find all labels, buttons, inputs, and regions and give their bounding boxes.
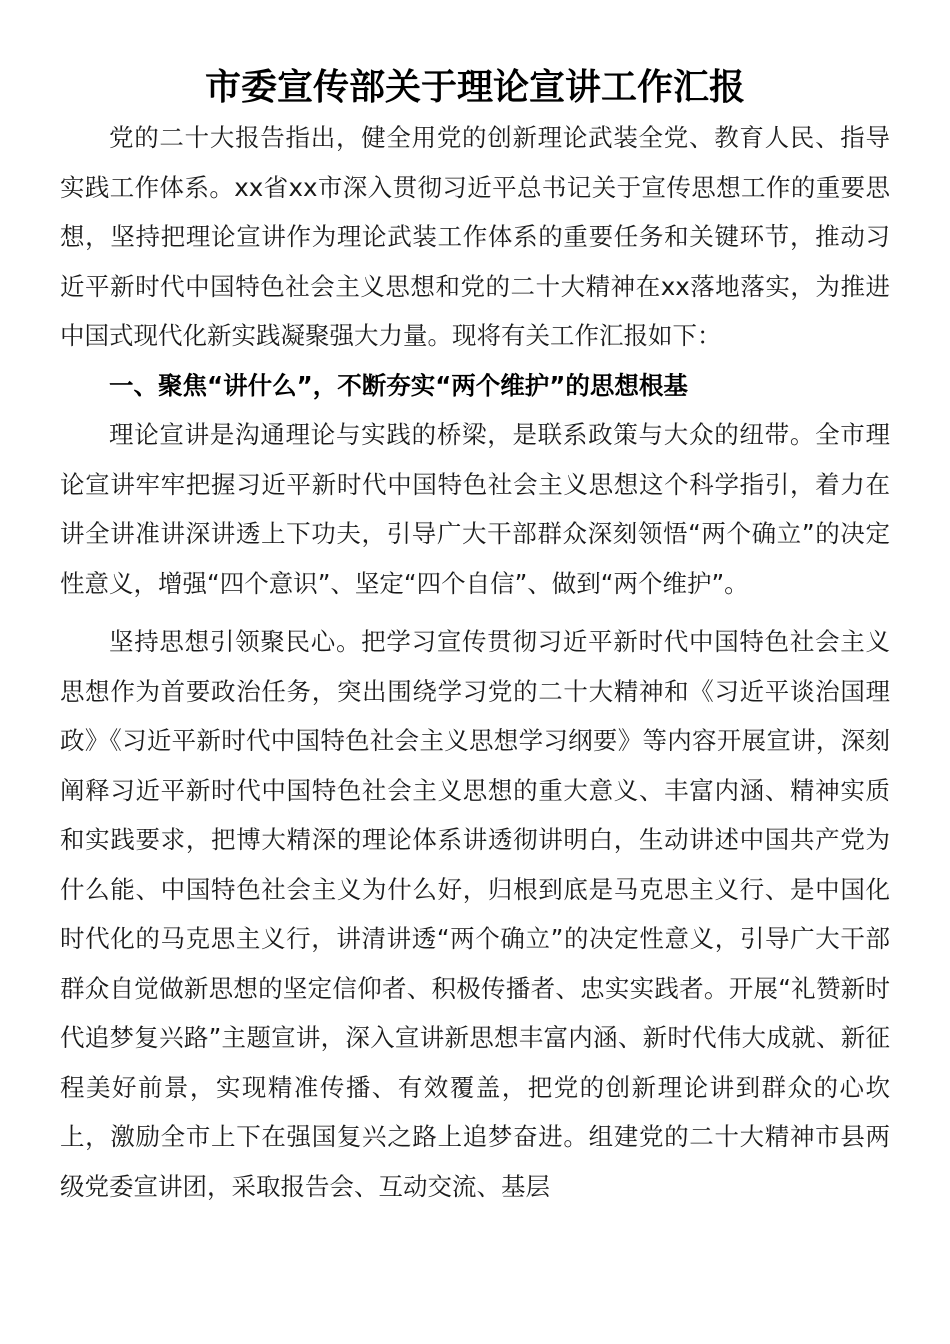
section-1-paragraph-2: 坚持思想引领聚民心。把学习宣传贯彻习近平新时代中国特色社会主义思想作为首要政治任务，突出围绕学习党的二十大精神和《习近平谈治国理政》《习近平新时代中国特色社会主义思想学习纲要》等内容开展宣讲，深刻阐释习近平新时代中国特色社会主义思想的重大意义、丰富内涵、精神实质和实践要求，把博大精深的理论体系讲透彻讲明白，生动讲述中国共产党为什么能、中国特色社会主义为什么好，归根到底是马克思主义行、是中国化时代化的马克思主义行，讲清讲透“两个确立”的决定性意义，引导广大干部群众自觉做新思想的坚定信仰者、积极传播者、忠实实践者。开展“礼赞新时代追梦复兴路”主题宣讲，深入宣讲新思想丰富内涵、新时代伟大成就、新征程美好前景，实现精准传播、有效覆盖，把党的创新理论讲到群众的心坎上，激励全市上下在强国复兴之路上追梦奋进。组建党的二十大精神市县两级党委宣讲团，采取报告会、互动交流、基层 — [60, 627, 890, 1201]
document-title: 市委宣传部关于理论宣讲工作汇报 — [204, 66, 745, 108]
document-body — [60, 113, 890, 1211]
section-1-paragraph-1: 理论宣讲是沟通理论与实践的桥梁，是联系政策与大众的纽带。全市理论宣讲牢牢把握习近平新时代中国特色社会主义思想这个科学指引，着力在讲全讲准讲深讲透上下功夫，引导广大干部群众深刻领悟“两个确立”的决定性意义，增强“四个意识”、坚定“四个自信”、做到“两个维护”。 — [60, 420, 890, 598]
intro-paragraph: 党的二十大报告指出，健全用党的创新理论武装全党、教育人民、指导实践工作体系。xx省xx市深入贯彻习近平总书记关于宣传思想工作的重要思想，坚持把理论宣讲作为理论武装工作体系的重要任务和关键环节，推动习近平新时代中国特色社会主义思想和党的二十大精神在xx落地落实，为推进中国式现代化新实践凝聚强大力量。现将有关工作汇报如下： — [60, 123, 890, 350]
section-1-heading: 一、聚焦“讲什么”，不断夯实“两个维护”的思想根基 — [109, 370, 688, 400]
